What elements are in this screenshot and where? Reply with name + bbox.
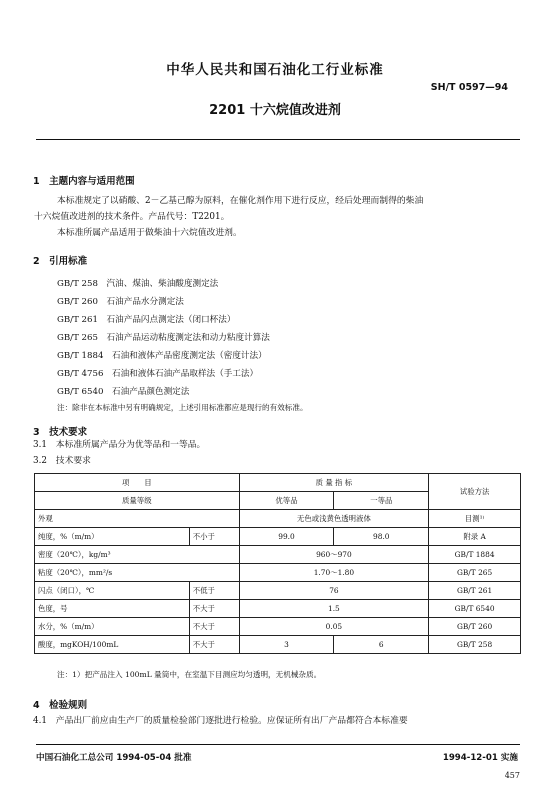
table-row: [35, 582, 521, 600]
row-value: 76: [239, 582, 429, 600]
row-condition: 不小于: [189, 528, 239, 546]
reference-item: GB/T 265 石油产品运动粘度测定法和动力粘度计算法: [57, 333, 270, 343]
table-row: [35, 636, 521, 654]
row-method: GB/T 260: [429, 618, 521, 636]
specification-table: [34, 473, 521, 654]
table-row: [35, 510, 521, 528]
row-method: GB/T 6540: [429, 600, 521, 618]
row-item: 密度（20℃），kg/m³: [35, 546, 240, 564]
header-first-grade: 一等品: [334, 492, 429, 510]
table-footnote: 注：1）把产品注入 100mL 量筒中，在室温下目测应均匀透明，无机械杂质。: [57, 670, 322, 679]
reference-item: GB/T 1884 石油和液体产品密度测定法（密度计法）: [57, 351, 267, 361]
row-item: 水分，%（m/m）: [35, 618, 190, 636]
section-4-heading: 4 检验规则: [33, 700, 88, 711]
row-item: 色度，号: [35, 600, 190, 618]
table-row: [35, 618, 521, 636]
reference-item: GB/T 4756 石油和液体石油产品取样法（手工法）: [57, 369, 259, 379]
header-test-method: 试验方法: [429, 474, 521, 510]
clause-3-2: 3.2 技术要求: [33, 456, 91, 466]
clause-3-1: 3.1 本标准所属产品分为优等品和一等品。: [33, 440, 206, 450]
table-row: [35, 528, 521, 546]
row-first-value: 98.0: [334, 528, 429, 546]
implementation-info: 1994-12-01 实施: [442, 753, 518, 763]
row-value: 无色或浅黄色透明液体: [239, 510, 429, 528]
row-item: 粘度（20℃），mm²/s: [35, 564, 240, 582]
row-condition: 不大于: [189, 600, 239, 618]
row-first-value: 6: [334, 636, 429, 654]
row-value: 1.70～1.80: [239, 564, 429, 582]
row-item: 酸度，mgKOH/100mL: [35, 636, 190, 654]
row-method: 附录 A: [429, 528, 521, 546]
issuing-body: 中华人民共和国石油化工行业标准: [166, 62, 384, 78]
section-1-heading: 1 主题内容与适用范围: [33, 176, 135, 187]
row-value: 1.5: [239, 600, 429, 618]
row-superior-value: 99.0: [239, 528, 334, 546]
header-quality-index: 质 量 指 标: [239, 474, 429, 492]
reference-item: GB/T 260 石油产品水分测定法: [57, 297, 184, 307]
section-2-heading: 2 引用标准: [33, 256, 88, 267]
references-note: 注：除非在本标准中另有明确规定，上述引用标准都应是现行的有效标准。: [57, 403, 308, 412]
header-rule: [36, 139, 520, 140]
reference-item: GB/T 258 汽油、煤油、柴油酸度测定法: [57, 279, 219, 289]
header-grade: 质量等级: [35, 492, 240, 510]
page-number: 457: [504, 771, 520, 780]
row-superior-value: 3: [239, 636, 334, 654]
row-condition: 不低于: [189, 582, 239, 600]
table-row: [35, 546, 521, 564]
row-method: GB/T 1884: [429, 546, 521, 564]
row-condition: 不大于: [189, 618, 239, 636]
reference-item: GB/T 261 石油产品闪点测定法（闭口杯法）: [57, 315, 236, 325]
row-value: 960～970: [239, 546, 429, 564]
row-item: 纯度，%（m/m）: [35, 528, 190, 546]
row-item: 外观: [35, 510, 240, 528]
row-value: 0.05: [239, 618, 429, 636]
section-1-para-2: 本标准所属产品适用于做柴油十六烷值改进剂。: [57, 228, 242, 238]
footer-rule: [36, 744, 520, 745]
section-1-para-1a: 本标准规定了以硝酸、2－乙基己醇为原料，在催化剂作用下进行反应，经后处理而制得的柴油: [57, 196, 424, 206]
row-method: GB/T 261: [429, 582, 521, 600]
row-method: GB/T 265: [429, 564, 521, 582]
header-superior: 优等品: [239, 492, 334, 510]
row-condition: 不大于: [189, 636, 239, 654]
standard-code: SH/T 0597—94: [430, 82, 508, 93]
section-3-heading: 3 技术要求: [33, 427, 88, 438]
approval-info: 中国石油化工总公司 1994-05-04 批准: [36, 753, 192, 763]
row-method: 目测¹⁾: [429, 510, 521, 528]
header-item: 项 目: [35, 474, 240, 492]
section-1-para-1b: 十六烷值改进剂的技术条件。产品代号：T2201。: [34, 212, 230, 222]
clause-4-1: 4.1 产品出厂前应由生产厂的质量检验部门逐批进行检验。应保证所有出厂产品都符合本标准要: [33, 716, 408, 726]
reference-item: GB/T 6540 石油产品颜色测定法: [57, 387, 190, 397]
row-item: 闪点（闭口），℃: [35, 582, 190, 600]
document-title: 2201 十六烷值改进剂: [209, 103, 341, 118]
table-row: [35, 564, 521, 582]
row-method: GB/T 258: [429, 636, 521, 654]
table-row: [35, 600, 521, 618]
